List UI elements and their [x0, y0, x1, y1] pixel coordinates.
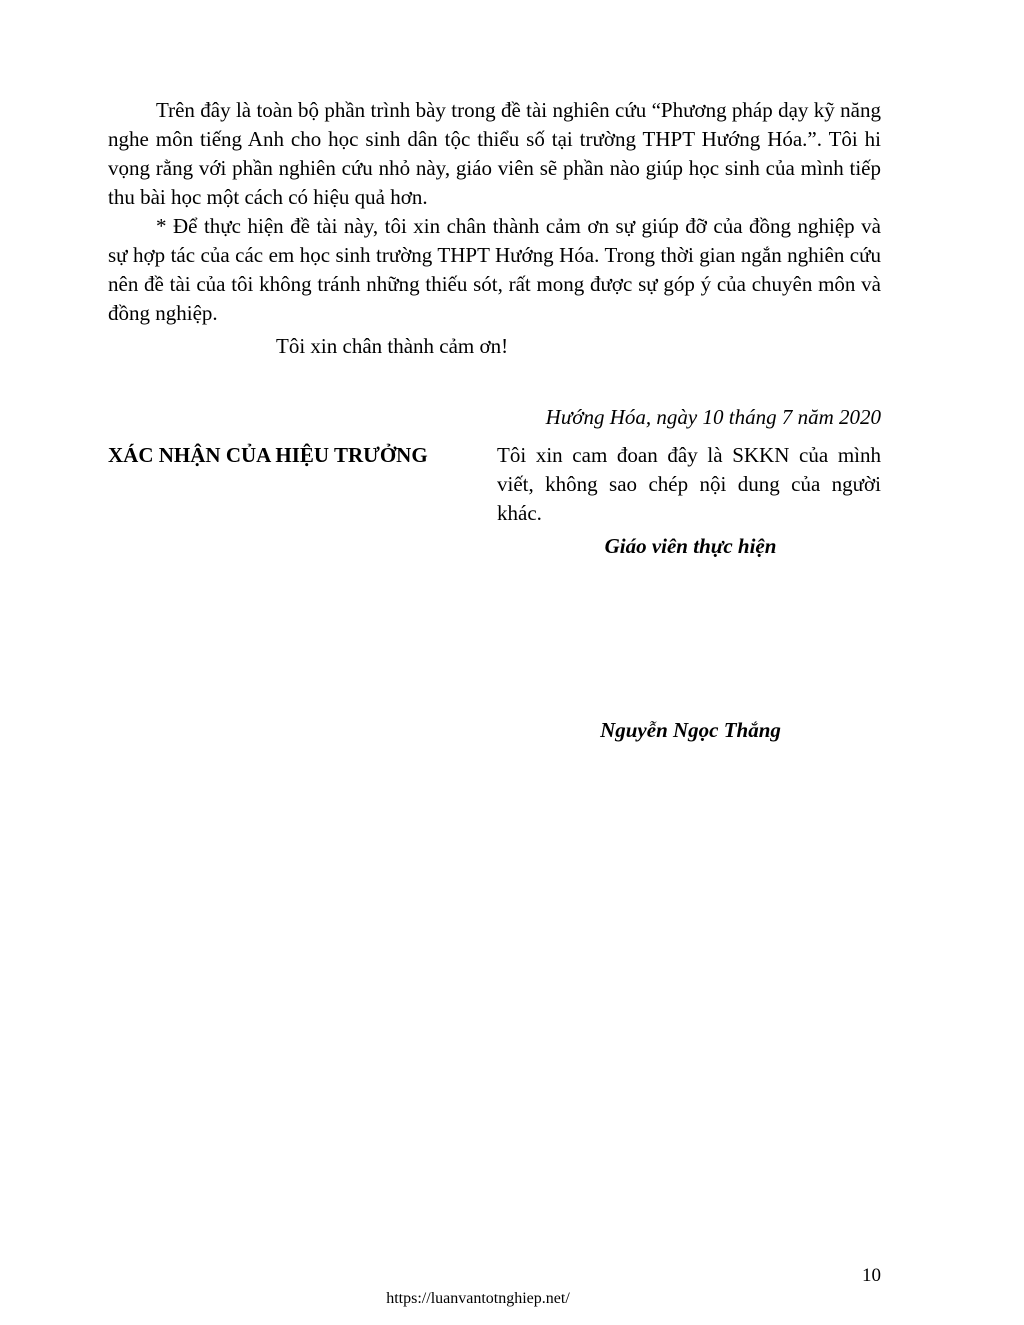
commitment-statement: Tôi xin cam đoan đây là SKKN của mình viết, không sao chép nội dung của người khác. — [497, 443, 881, 525]
footer-url[interactable]: https://luanvantotnghiep.net/ — [386, 1290, 570, 1307]
body-paragraph-acknowledgement: * Để thực hiện đề tài này, tôi xin chân thành cảm ơn sự giúp đỡ của đồng nghiệp và sự hợp tác của các em học sinh trường THPT Hướng Hóa. Trong thời gian ngắn nghiên cứu nên đề tài của tôi không tránh những thiếu sót, rất mong được sự góp ý của chuyên môn và đồng nghiệp. — [108, 214, 881, 325]
page-number: 10 — [862, 1265, 881, 1286]
thanks-line: Tôi xin chân thành cảm ơn! — [276, 334, 509, 358]
signer-role: Giáo viên thực hiện — [604, 534, 777, 558]
principal-confirmation-heading: XÁC NHẬN CỦA HIỆU TRƯỞNG — [108, 443, 428, 467]
body-paragraph-conclusion: Trên đây là toàn bộ phần trình bày trong đề tài nghiên cứu “Phương pháp dạy kỹ năng nghe môn tiếng Anh cho học sinh dân tộc thiểu số tại trường THPT Hướng Hóa.”. Tôi hi vọng rằng với phần nghiên cứu nhỏ này, giáo viên sẽ phần nào giúp học sinh của mình tiếp thu bài học một cách có hiệu quả hơn. — [108, 98, 881, 209]
signer-name: Nguyễn Ngọc Thắng — [600, 718, 781, 742]
date-line: Hướng Hóa, ngày 10 tháng 7 năm 2020 — [545, 405, 881, 429]
